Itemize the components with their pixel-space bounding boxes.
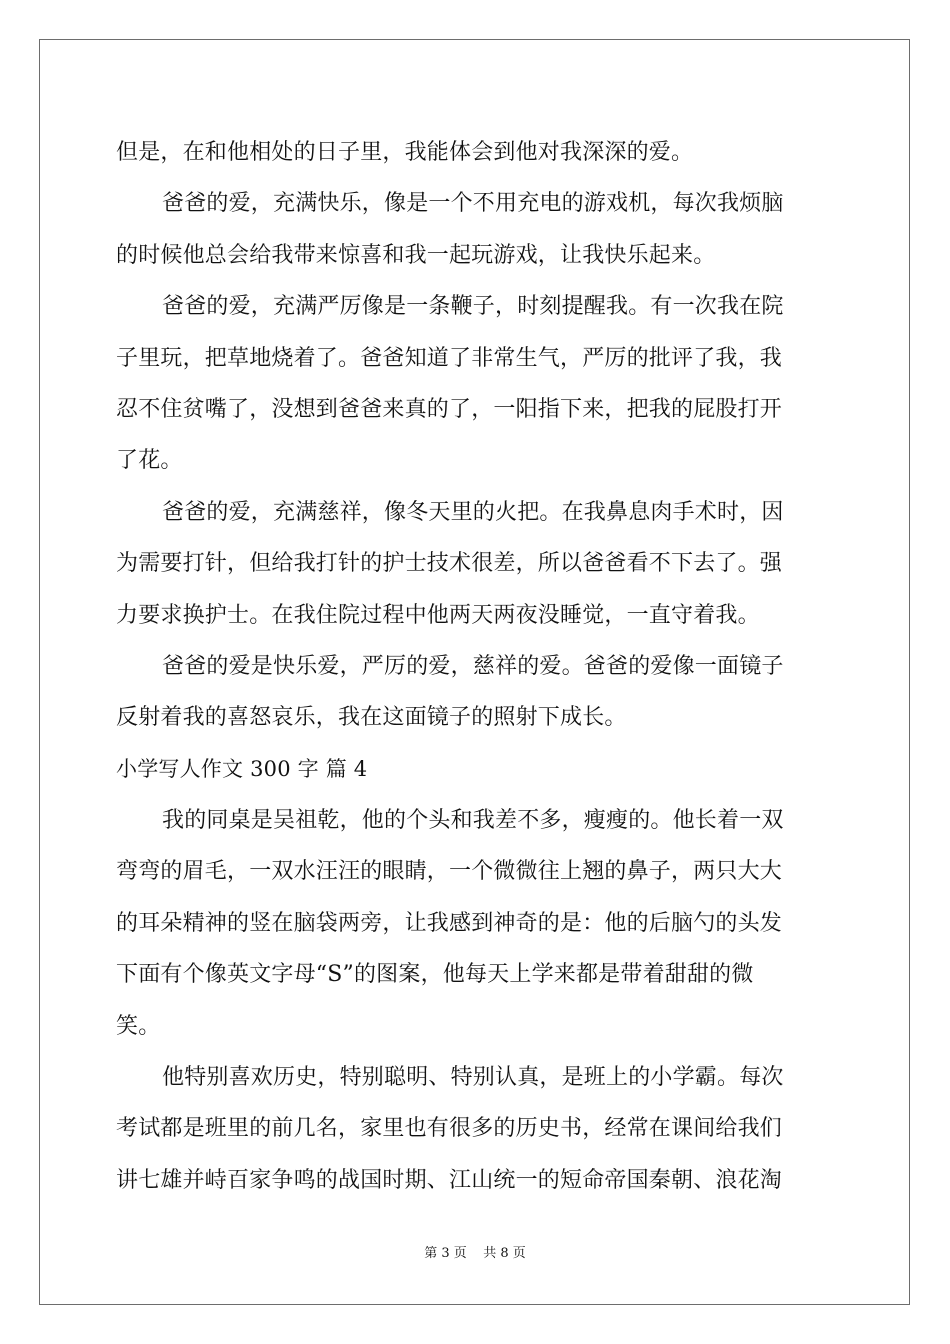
text-line: 爸爸的爱，充满快乐，像是一个不用充电的游戏机，每次我烦脑: [162, 191, 784, 217]
text-line: 反射着我的喜怒哀乐，我在这面镜子的照射下成长。: [116, 705, 627, 731]
page-footer: [0, 1244, 950, 1264]
text-line: 爸爸的爱，充满慈祥，像冬天里的火把。在我鼻息肉手术时，因: [162, 499, 784, 525]
text-line: 弯弯的眉毛，一双水汪汪的眼睛，一个微微往上翘的鼻子，两只大大: [116, 859, 783, 885]
text-line: 忍不住贫嘴了，没想到爸爸来真的了，一阳指下来，把我的屁股打开: [116, 396, 783, 422]
text-line: 下面有个像英文字母“S”的图案，他每天上学来都是带着甜甜的微: [116, 962, 754, 988]
text-line: 了花。: [116, 448, 183, 474]
text-line: 考试都是班里的前几名，家里也有很多的历史书，经常在课间给我们: [116, 1116, 783, 1142]
page-number: 第 3 页 共 8 页: [424, 1246, 526, 1261]
text-line: 子里玩，把草地烧着了。爸爸知道了非常生气，严厉的批评了我，我: [116, 345, 783, 371]
text-line: 的耳朵精神的竖在脑袋两旁，让我感到神奇的是：他的后脑勺的头发: [116, 910, 783, 936]
text-line: 笑。: [116, 1013, 161, 1039]
text-line: 爸爸的爱是快乐爱，严厉的爱，慈祥的爱。爸爸的爱像一面镜子: [162, 653, 784, 679]
text-line: 讲七雄并峙百家争鸣的战国时期、江山统一的短命帝国秦朝、浪花淘: [116, 1167, 783, 1193]
document-body: [116, 127, 836, 1206]
text-line: 他特别喜欢历史，特别聪明、特别认真，是班上的小学霸。每次: [162, 1065, 784, 1091]
section-heading: 小学写人作文 300 字 篇 4: [116, 756, 368, 781]
text-line: 为需要打针，但给我打针的护士技术很差，所以爸爸看不下去了。强: [116, 551, 783, 577]
text-line: 我的同桌是吴祖乾，他的个头和我差不多，瘦瘦的。他长着一双: [162, 808, 784, 834]
text-line: 但是，在和他相处的日子里，我能体会到他对我深深的爱。: [116, 140, 694, 165]
text-line: 爸爸的爱，充满严厉像是一条鞭子，时刻提醒我。有一次我在院: [162, 294, 784, 320]
text-line: 的时候他总会给我带来惊喜和我一起玩游戏，让我快乐起来。: [116, 242, 716, 268]
text-line: 力要求换护士。在我住院过程中他两天两夜没睡觉，一直守着我。: [116, 602, 760, 628]
